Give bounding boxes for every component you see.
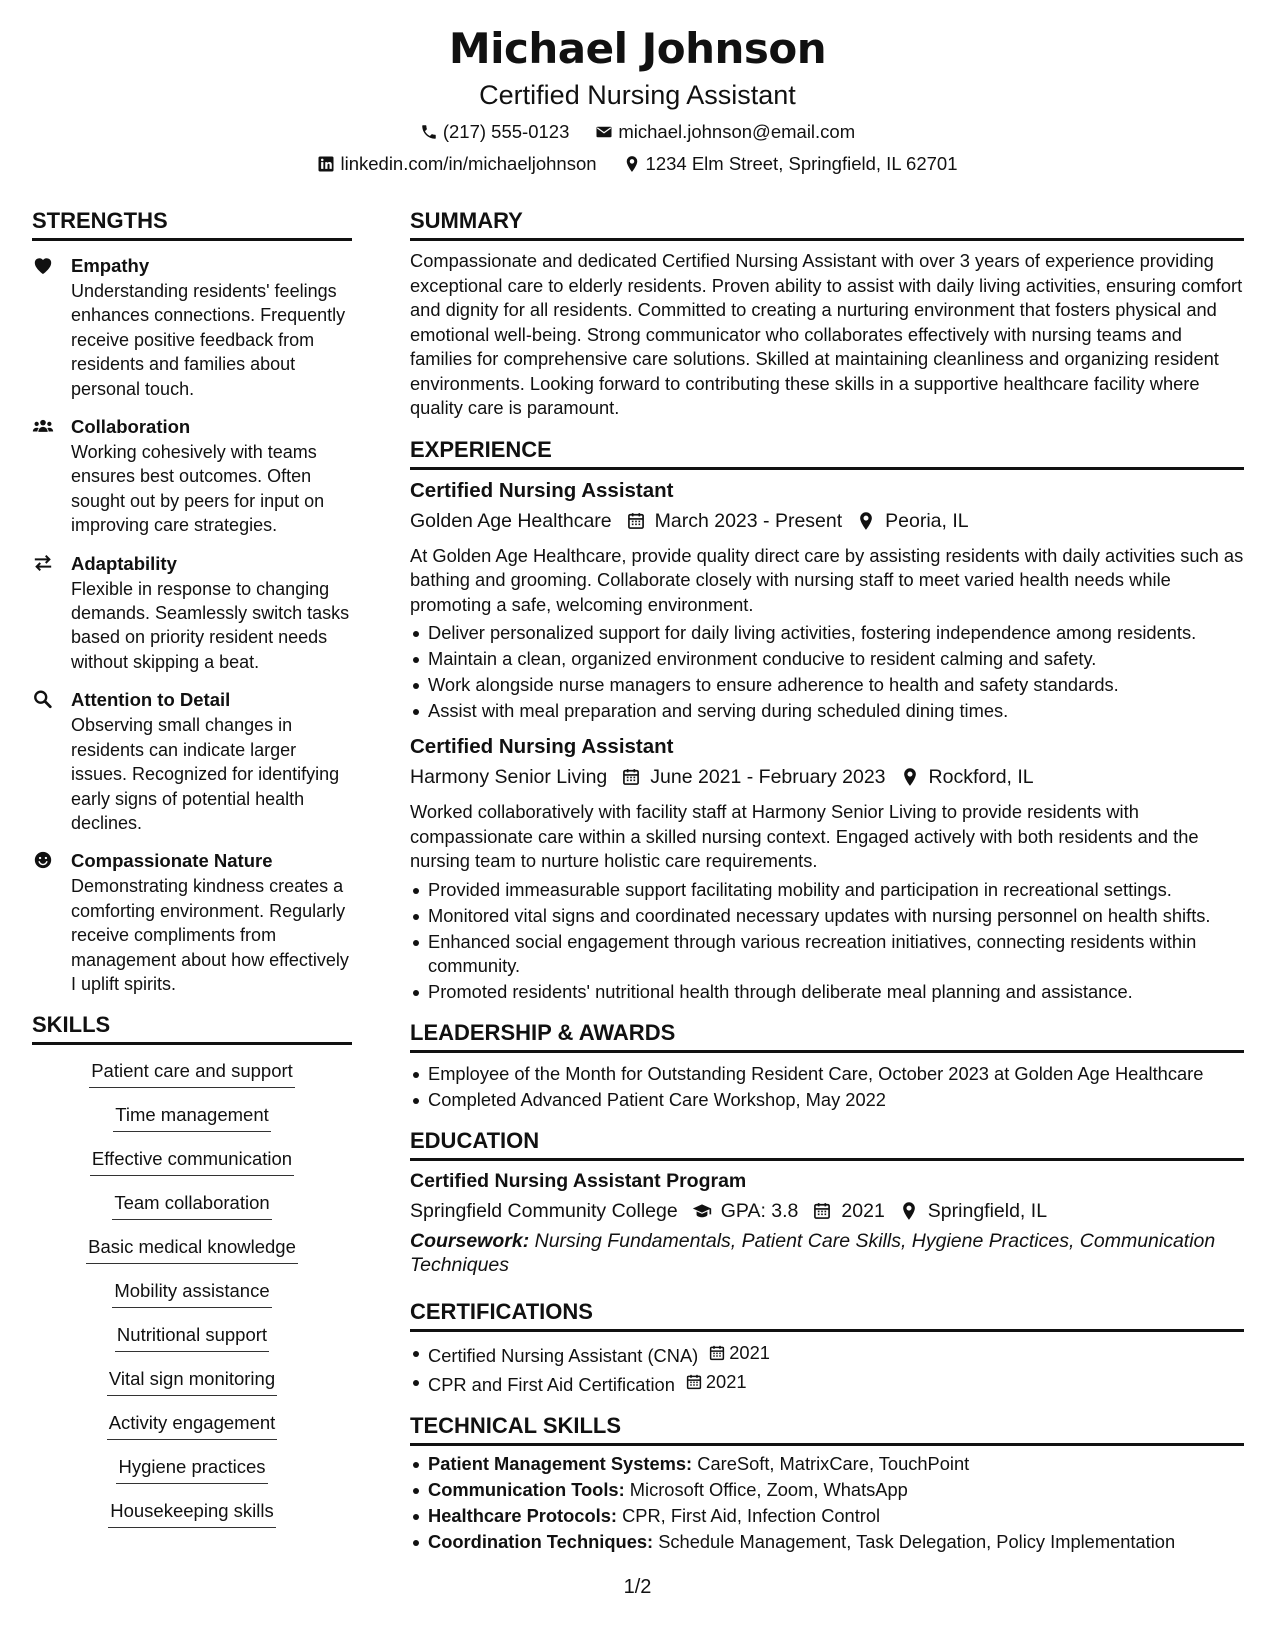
technical-skills-section xyxy=(410,1411,1244,1554)
strength-title: Attention to Detail xyxy=(71,689,231,711)
contact-row-1 xyxy=(0,120,1275,144)
address-text: 1234 Elm Street, Springfield, IL 62701 xyxy=(645,153,958,174)
job-meta xyxy=(410,762,1244,792)
technical-skill-label: Communication Tools: xyxy=(428,1478,625,1500)
skill-item: Time management xyxy=(113,1103,271,1132)
awards-title: LEADERSHIP & AWARDS xyxy=(410,1018,1244,1053)
awards-section xyxy=(410,1018,1244,1112)
education-location xyxy=(899,1196,1047,1226)
award-item: Employee of the Month for Outstanding Resident Care, October 2023 at Golden Age Healthcare xyxy=(410,1062,1244,1086)
heart-icon xyxy=(32,255,54,275)
map-pin-icon xyxy=(899,1201,919,1221)
strength-title: Adaptability xyxy=(71,552,177,574)
phone-contact xyxy=(420,120,570,144)
technical-skill-item xyxy=(410,1452,1244,1476)
certifications-title: CERTIFICATIONS xyxy=(410,1297,1244,1332)
skill-item: Activity engagement xyxy=(107,1411,278,1440)
strength-title: Collaboration xyxy=(71,416,191,438)
education-title: EDUCATION xyxy=(410,1126,1244,1161)
linkedin-icon xyxy=(317,155,335,173)
skills-list xyxy=(32,1059,352,1543)
job-entry xyxy=(410,477,1244,724)
calendar-icon xyxy=(621,767,641,787)
skill-item: Hygiene practices xyxy=(116,1455,267,1484)
skills-title: SKILLS xyxy=(32,1010,352,1045)
strengths-title: STRENGTHS xyxy=(32,206,352,241)
certifications-section xyxy=(410,1297,1244,1397)
strength-item xyxy=(32,253,352,401)
email-text: michael.johnson@email.com xyxy=(618,121,856,142)
exchange-icon xyxy=(32,553,54,573)
certification-date xyxy=(685,1370,747,1394)
linkedin-text: linkedin.com/in/michaeljohnson xyxy=(340,153,597,174)
technical-skills-title: TECHNICAL SKILLS xyxy=(410,1411,1244,1446)
skill-item: Basic medical knowledge xyxy=(86,1235,298,1264)
education-section xyxy=(410,1126,1244,1277)
job-location xyxy=(900,762,1034,792)
strength-desc: Flexible in response to changing demands. Seamlessly switch tasks based on priority resident needs without skipping a beat. xyxy=(71,578,350,672)
phone-text: (217) 555-0123 xyxy=(442,121,570,142)
candidate-role: Certified Nursing Assistant xyxy=(479,80,796,110)
certification-date xyxy=(708,1341,770,1365)
technical-skill-item xyxy=(410,1530,1244,1554)
education-school: Springfield Community College xyxy=(410,1199,678,1222)
technical-skill-value: CareSoft, MatrixCare, TouchPoint xyxy=(697,1452,970,1474)
contact-row-2 xyxy=(0,152,1275,176)
technical-skill-label: Patient Management Systems: xyxy=(428,1452,693,1474)
job-description: At Golden Age Healthcare, provide quality direct care by assisting residents with daily activities such as bathing and grooming. Collaborate closely with nursing staff to meet varied health needs while promoting a safe, welcoming environment. xyxy=(410,544,1244,615)
candidate-name: Michael Johnson xyxy=(448,24,827,73)
strength-item xyxy=(32,414,352,538)
job-bullet: Monitored vital signs and coordinated necessary updates with nursing personnel on health shifts. xyxy=(410,904,1244,928)
linkedin-contact[interactable] xyxy=(317,152,596,176)
certification-year: 2021 xyxy=(729,1341,770,1363)
strengths-list xyxy=(32,253,352,996)
job-title: Certified Nursing Assistant xyxy=(410,478,674,502)
job-location-text: Rockford, IL xyxy=(928,766,1034,788)
award-item: Completed Advanced Patient Care Workshop, May 2022 xyxy=(410,1088,1244,1112)
job-bullets xyxy=(410,621,1244,723)
strength-item xyxy=(32,551,352,675)
skill-item: Mobility assistance xyxy=(112,1279,271,1308)
strength-title: Empathy xyxy=(71,255,150,276)
certification-name: Certified Nursing Assistant (CNA) xyxy=(428,1344,699,1366)
certifications-list xyxy=(410,1341,1244,1397)
skill-item: Effective communication xyxy=(90,1147,294,1176)
email-contact[interactable] xyxy=(595,120,855,144)
strength-desc: Observing small changes in residents can indicate larger issues. Recognized for identifying early signs of potential health declines. xyxy=(71,715,340,833)
job-location xyxy=(856,506,968,536)
map-pin-icon xyxy=(856,511,876,531)
technical-skill-value: CPR, First Aid, Infection Control xyxy=(622,1504,881,1526)
strength-title: Compassionate Nature xyxy=(71,850,273,872)
job-dates xyxy=(621,762,885,792)
job-bullet: Maintain a clean, organized environment conducive to resident calming and safety. xyxy=(410,647,1244,671)
job-bullet: Assist with meal preparation and serving during scheduled dining times. xyxy=(410,699,1244,723)
job-bullet: Deliver personalized support for daily living activities, fostering independence among residents. xyxy=(410,621,1244,645)
job-dates xyxy=(626,506,843,536)
job-dates-text: March 2023 - Present xyxy=(654,509,843,532)
map-pin-icon xyxy=(900,767,920,787)
skill-item: Housekeeping skills xyxy=(108,1499,276,1528)
skill-item: Vital sign monitoring xyxy=(107,1367,277,1396)
job-description: Worked collaboratively with facility staff at Harmony Senior Living to provide residents with compassionate care within a skilled nursing context. Engaged actively with both residents and the nursing team to nurture holistic care requirements. xyxy=(410,801,1199,871)
job-company: Golden Age Healthcare xyxy=(410,509,612,532)
experience-section xyxy=(410,435,1244,1004)
awards-list xyxy=(410,1062,1244,1112)
search-icon xyxy=(32,689,54,709)
education-location-text: Springfield, IL xyxy=(927,1199,1048,1222)
technical-skill-item xyxy=(410,1504,1244,1528)
graduation-cap-icon xyxy=(692,1201,712,1221)
strength-item xyxy=(32,848,352,996)
summary-text: Compassionate and dedicated Certified Nursing Assistant with over 3 years of experience providing exceptional care to elderly residents. Proven ability to assist with daily living activities, ensuring comfort and dignity for all residents. Committed to creating a nurturing environment that fosters physical and emotional well-being. Strong communicator who collaborates effectively with nursing teams and families for comprehensive care solutions. Skilled at maintaining cleanliness and organizing resident environments. Looking forward to contributing these skills in a supportive healthcare facility where quality care is paramount. xyxy=(410,250,1243,418)
page-number: 1/2 xyxy=(623,1576,652,1598)
calendar-icon xyxy=(708,1344,726,1362)
technical-skill-label: Coordination Techniques: xyxy=(428,1530,654,1552)
strength-desc: Demonstrating kindness creates a comforting environment. Regularly receive compliments from management about how effectively I uplift spirits. xyxy=(71,876,349,994)
technical-skill-value: Schedule Management, Task Delegation, Policy Implementation xyxy=(658,1530,1176,1552)
skill-item: Patient care and support xyxy=(89,1059,295,1088)
strength-item xyxy=(32,687,352,835)
education-meta xyxy=(410,1196,1244,1226)
users-icon xyxy=(32,416,54,436)
address-contact xyxy=(623,152,958,176)
calendar-icon xyxy=(626,511,646,531)
skill-item: Team collaboration xyxy=(112,1191,271,1220)
right-column xyxy=(410,206,1244,1556)
education-year-text: 2021 xyxy=(841,1199,885,1222)
technical-skill-item xyxy=(410,1478,1244,1502)
job-bullet: Promoted residents' nutritional health through deliberate meal planning and assistance. xyxy=(410,980,1244,1004)
certification-item xyxy=(410,1341,1244,1368)
job-meta xyxy=(410,506,1244,536)
smile-icon xyxy=(32,850,54,870)
education-gpa xyxy=(692,1196,799,1226)
map-pin-icon xyxy=(623,155,641,173)
job-bullets xyxy=(410,878,1244,1004)
job-location-text: Peoria, IL xyxy=(885,509,969,532)
technical-skills-list xyxy=(410,1452,1244,1554)
phone-icon xyxy=(420,123,438,141)
coursework xyxy=(410,1229,1244,1277)
education-gpa-text: GPA: 3.8 xyxy=(720,1199,799,1222)
resume-header xyxy=(0,22,1275,176)
technical-skill-value: Microsoft Office, Zoom, WhatsApp xyxy=(629,1478,908,1500)
technical-skill-label: Healthcare Protocols: xyxy=(428,1504,617,1526)
job-bullet: Enhanced social engagement through various recreation initiatives, connecting residents within community. xyxy=(410,930,1244,978)
job-dates-text: June 2021 - February 2023 xyxy=(650,766,886,788)
summary-title: SUMMARY xyxy=(410,206,1244,241)
job-bullet: Provided immeasurable support facilitating mobility and participation in recreational settings. xyxy=(410,878,1244,902)
left-column xyxy=(32,206,352,1543)
coursework-text: Nursing Fundamentals, Patient Care Skills, Hygiene Practices, Communication Techniques xyxy=(410,1229,1216,1276)
strength-desc: Understanding residents' feelings enhances connections. Frequently receive positive feedback from residents and families about personal touch. xyxy=(71,281,346,399)
certification-item xyxy=(410,1370,1244,1397)
certification-name: CPR and First Aid Certification xyxy=(428,1373,675,1395)
experience-title: EXPERIENCE xyxy=(410,435,1244,470)
envelope-icon xyxy=(595,123,613,141)
job-entry xyxy=(410,733,1244,1004)
certification-year: 2021 xyxy=(705,1370,747,1392)
strength-desc: Working cohesively with teams ensures best outcomes. Often sought out by peers for input on improving care strategies. xyxy=(71,442,325,536)
calendar-icon xyxy=(685,1373,703,1391)
coursework-label: Coursework: xyxy=(410,1229,530,1252)
skill-item: Nutritional support xyxy=(115,1323,269,1352)
job-company: Harmony Senior Living xyxy=(410,766,608,788)
calendar-icon xyxy=(812,1201,832,1221)
education-year xyxy=(812,1196,884,1226)
job-title: Certified Nursing Assistant xyxy=(410,735,674,758)
job-bullet: Work alongside nurse managers to ensure adherence to health and safety standards. xyxy=(410,673,1244,697)
education-program: Certified Nursing Assistant Program xyxy=(410,1169,747,1192)
